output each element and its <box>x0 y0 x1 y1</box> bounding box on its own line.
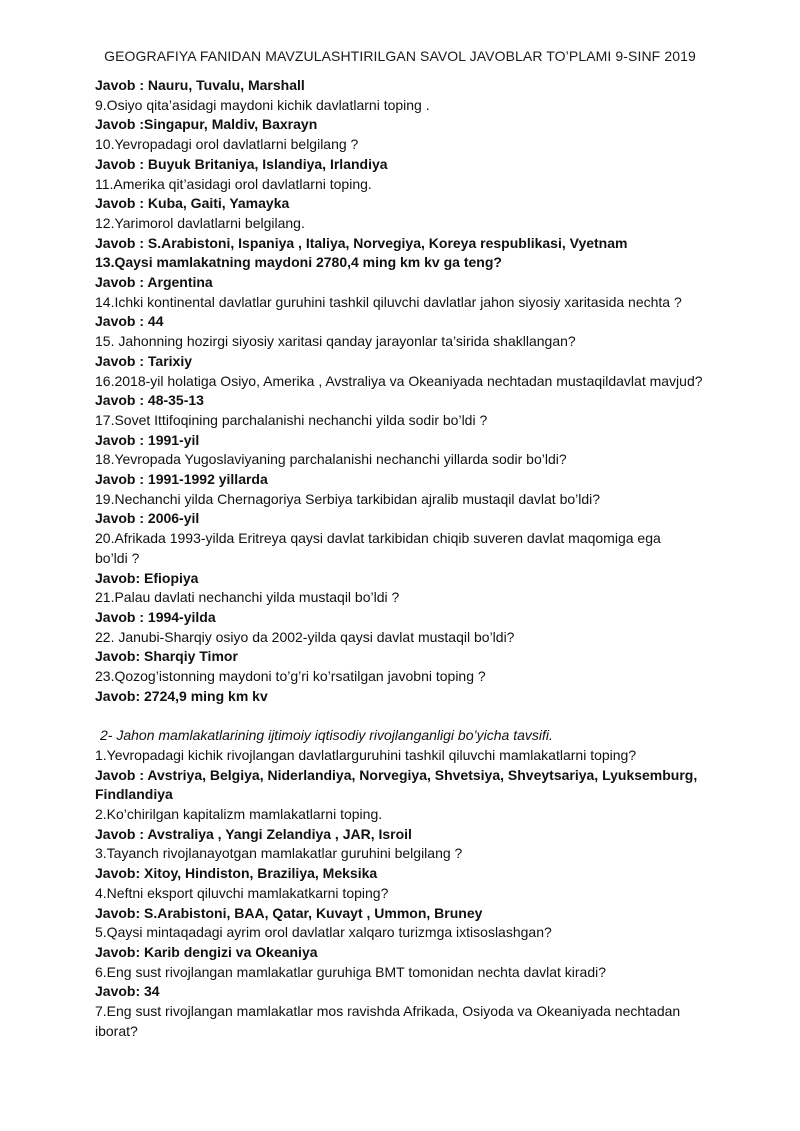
answer-line: Javob: S.Arabistoni, BAA, Qatar, Kuvayt , Ummon, Bruney <box>95 904 483 921</box>
answer-line: Javob : 1991-1992 yillarda <box>95 471 268 488</box>
answer-line: Javob : Avstraliya , Yangi Zelandiya , JAR, Isroil <box>95 825 412 842</box>
document-body <box>95 76 705 1041</box>
question-line: 1.Yevropadagi kichik rivojlangan davlatlarguruhini tashkil qiluvchi mamlakatlarni toping? <box>95 746 637 763</box>
answer-line: Javob :Singapur, Maldiv, Baxrayn <box>95 116 318 133</box>
question-line: bo’ldi ? <box>95 549 140 566</box>
question-line: 3.Tayanch rivojlanayotgan mamlakatlar guruhini belgilang ? <box>95 845 463 862</box>
question-line: 17.Sovet Ittifoqining parchalanishi nechanchi yilda sodir bo’ldi ? <box>95 411 488 428</box>
answer-line: Javob: Xitoy, Hindiston, Braziliya, Meksika <box>95 865 378 882</box>
answer-line: Javob : Argentina <box>95 274 213 291</box>
question-line: 12.Yarimorol davlatlarni belgilang. <box>95 214 305 231</box>
question-line: 19.Nechanchi yilda Chernagoriya Serbiya tarkibidan ajralib mustaqil davlat bo’ldi? <box>95 490 601 507</box>
answer-line: Javob : 1991-yil <box>95 431 200 448</box>
answer-line: Javob : S.Arabistoni, Ispaniya , Italiya, Norvegiya, Koreya respublikasi, Vyetnam <box>95 234 628 251</box>
answer-line: Javob: 2724,9 ming km kv <box>95 687 268 704</box>
answer-line: Javob: Karib dengizi va Okeaniya <box>95 943 318 960</box>
answer-line: Javob : 2006-yil <box>95 510 200 527</box>
answer-line: Javob : Tarixiy <box>95 352 193 369</box>
question-line: 5.Qaysi mintaqadagi ayrim orol davlatlar xalqaro turizmga ixtisoslashgan? <box>95 924 552 941</box>
question-line: 2.Ko’chirilgan kapitalizm mamlakatlarni toping. <box>95 806 383 822</box>
blank-line <box>95 707 705 727</box>
question-line: 20.Afrikada 1993-yilda Eritreya qaysi davlat tarkibidan chiqib suveren davlat maqomiga ega <box>95 530 661 547</box>
question-line: 16.2018-yil holatiga Osiyo, Amerika , Avstraliya va Okeaniyada nechtadan mustaqildavlat mavjud? <box>95 372 703 389</box>
question-line: 21.Palau davlati nechanchi yilda mustaqil bo’ldi ? <box>95 589 400 606</box>
answer-line: Javob : Buyuk Britaniya, Islandiya, Irlandiya <box>95 155 388 172</box>
question-line: 15. Jahonning hozirgi siyosiy xaritasi qanday jarayonlar ta’sirida shakllangan? <box>95 333 576 350</box>
page-header: GEOGRAFIYA FANIDAN MAVZULASHTIRILGAN SAVOL JAVOBLAR TO’PLAMI 9-SINF 2019 <box>104 48 696 64</box>
answer-line: Javob : Avstriya, Belgiya, Niderlandiya, Norvegiya, Shvetsiya, Shveytsariya, Lyuksemburg, <box>95 766 698 783</box>
answer-line: Javob : 1994-yilda <box>95 608 216 625</box>
answer-line: Javob : 48-35-13 <box>95 392 204 409</box>
answer-line: Findlandiya <box>95 786 173 803</box>
section-heading: 2- Jahon mamlakatlarining ijtimoiy iqtisodiy rivojlanganligi bo’yicha tavsifi. <box>100 727 553 744</box>
question-line: 18.Yevropada Yugoslaviyaning parchalanishi nechanchi yillarda sodir bo’ldi? <box>95 451 567 468</box>
question-line: 6.Eng sust rivojlangan mamlakatlar guruhiga BMT tomonidan nechta davlat kiradi? <box>95 963 607 980</box>
question-line: 22. Janubi-Sharqiy osiyo da 2002-yilda qaysi davlat mustaqil bo’ldi? <box>95 628 515 645</box>
answer-line: 13.Qaysi mamlakatning maydoni 2780,4 ming km kv ga teng? <box>95 254 502 271</box>
question-line: 14.Ichki kontinental davlatlar guruhini tashkil qiluvchi davlatlar jahon siyosiy xaritasida nechta ? <box>95 293 682 310</box>
question-line: 9.Osiyo qita’asidagi maydoni kichik davlatlarni toping . <box>95 96 430 113</box>
answer-line: Javob: 34 <box>95 983 160 1000</box>
answer-line: Javob : Nauru, Tuvalu, Marshall <box>95 77 305 93</box>
answer-line: Javob : Kuba, Gaiti, Yamayka <box>95 195 290 212</box>
question-line: iborat? <box>95 1022 138 1039</box>
answer-line: Javob : 44 <box>95 313 164 330</box>
question-line: 4.Neftni eksport qiluvchi mamlakatkarni toping? <box>95 884 389 901</box>
question-line: 23.Qozog’istonning maydoni to’g’ri ko’rsatilgan javobni toping ? <box>95 668 486 685</box>
question-line: 10.Yevropadagi orol davlatlarni belgilang ? <box>95 136 359 153</box>
answer-line: Javob: Efiopiya <box>95 569 199 586</box>
answer-line: Javob: Sharqiy Timor <box>95 648 238 665</box>
question-line: 11.Amerika qit’asidagi orol davlatlarni toping. <box>95 175 372 192</box>
question-line: 7.Eng sust rivojlangan mamlakatlar mos ravishda Afrikada, Osiyoda va Okeaniyada nechtadan <box>95 1003 681 1020</box>
